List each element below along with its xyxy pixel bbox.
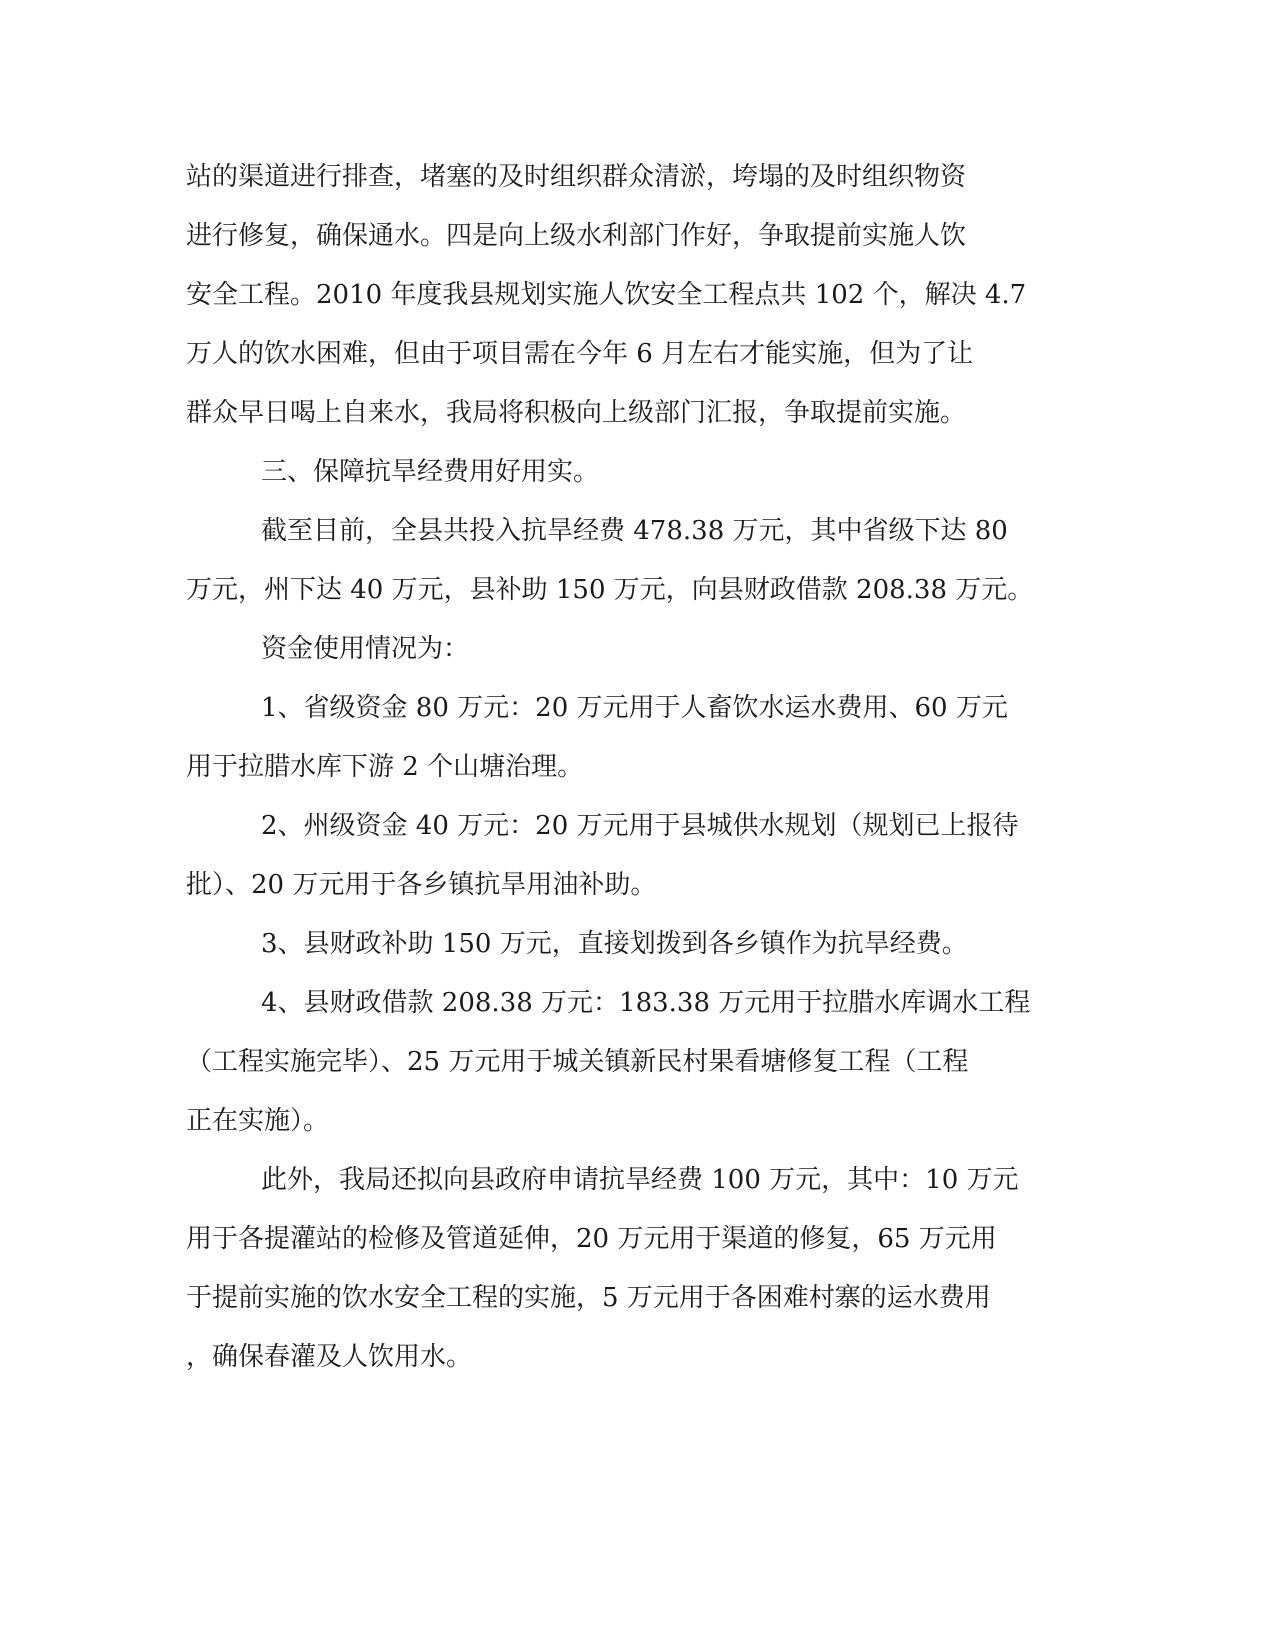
text-line: 万人的饮水困难，但由于项目需在今年 6 月左右才能实施，但为了让 <box>186 339 974 369</box>
section-heading: 三、保障抗旱经费用好用实。 <box>261 457 600 487</box>
list-item-2: 2、州级资金 40 万元：20 万元用于县城供水规划（规划已上报待 <box>261 811 1019 841</box>
text-line: 用于拉腊水库下游 2 个山塘治理。 <box>186 752 584 782</box>
text-line: 站的渠道进行排查，堵塞的及时组织群众清淤，垮塌的及时组织物资 <box>186 162 967 192</box>
text-line: ，确保春灌及人饮用水。 <box>186 1342 473 1372</box>
list-item-3: 3、县财政补助 150 万元，直接划拨到各乡镇作为抗旱经费。 <box>261 929 968 959</box>
text-line: 于提前实施的饮水安全工程的实施，5 万元用于各困难村寨的运水费用 <box>186 1283 991 1313</box>
list-item-4: 4、县财政借款 208.38 万元：183.38 万元用于拉腊水库调水工程 <box>261 988 1031 1018</box>
text-line: 此外，我局还拟向县政府申请抗旱经费 100 万元，其中：10 万元 <box>261 1165 1019 1195</box>
list-item-1: 1、省级资金 80 万元：20 万元用于人畜饮水运水费用、60 万元 <box>261 693 1008 723</box>
text-line: 正在实施）。 <box>186 1106 330 1136</box>
text-line: 批）、20 万元用于各乡镇抗旱用油补助。 <box>186 870 657 900</box>
text-line: 截至目前，全县共投入抗旱经费 478.38 万元，其中省级下达 80 <box>261 516 1008 546</box>
text-line: 万元，州下达 40 万元，县补助 150 万元，向县财政借款 208.38 万元。 <box>186 575 1034 605</box>
text-line: 群众早日喝上自来水，我局将积极向上级部门汇报，争取提前实施。 <box>186 398 967 428</box>
text-line: 进行修复，确保通水。四是向上级水利部门作好，争取提前实施人饮 <box>186 221 967 251</box>
text-line: （工程实施完毕）、25 万元用于城关镇新民村果看塘修复工程（工程 <box>186 1047 969 1077</box>
text-line: 安全工程。2010 年度我县规划实施人饮安全工程点共 102 个，解决 4.7 <box>186 280 1027 310</box>
text-line: 资金使用情况为： <box>261 634 470 664</box>
text-line: 用于各提灌站的检修及管道延伸，20 万元用于渠道的修复，65 万元用 <box>186 1224 997 1254</box>
